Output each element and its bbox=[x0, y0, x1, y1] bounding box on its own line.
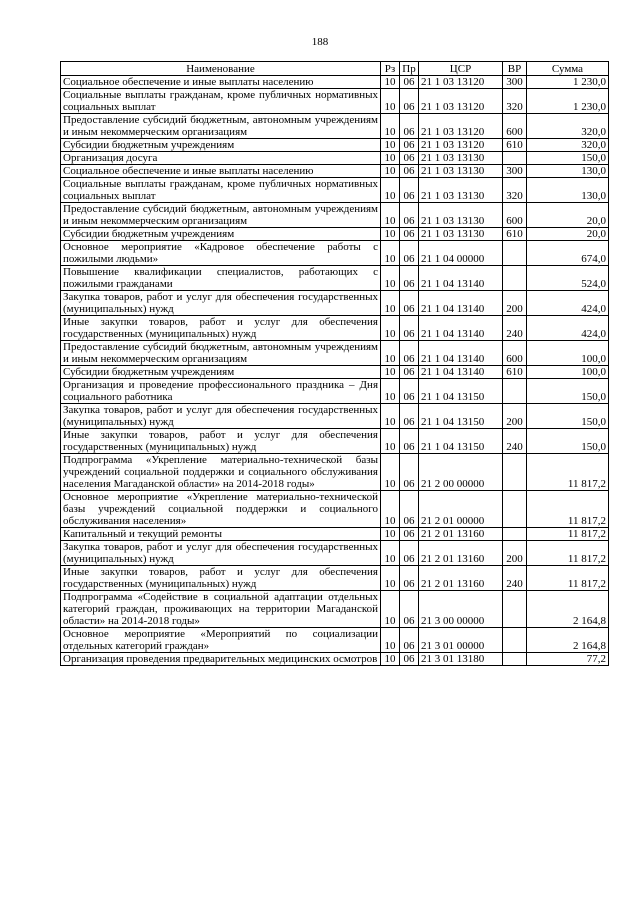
row-vr-cell: 300 bbox=[503, 165, 527, 178]
budget-table bbox=[60, 61, 609, 666]
row-csr-cell: 21 3 01 00000 bbox=[419, 628, 503, 653]
row-rz-cell: 10 bbox=[381, 429, 400, 454]
row-sum-cell: 1 230,0 bbox=[527, 76, 609, 89]
table-row bbox=[61, 89, 609, 114]
row-name-cell: Основное мероприятие «Кадровое обеспечение работы с пожилыми людьми» bbox=[61, 241, 381, 266]
table-row bbox=[61, 291, 609, 316]
row-name-cell: Иные закупки товаров, работ и услуг для обеспечения государственных (муниципальных) нужд bbox=[61, 316, 381, 341]
row-sum-cell: 100,0 bbox=[527, 366, 609, 379]
table-row bbox=[61, 591, 609, 628]
row-name-cell: Субсидии бюджетным учреждениям bbox=[61, 228, 381, 241]
row-name-cell: Организация и проведение профессионального праздника – Дня социального работника bbox=[61, 379, 381, 404]
row-sum-cell: 320,0 bbox=[527, 114, 609, 139]
row-vr-cell: 610 bbox=[503, 139, 527, 152]
column-header-rz: Рз bbox=[381, 62, 400, 76]
row-csr-cell: 21 1 03 13120 bbox=[419, 89, 503, 114]
row-pr-cell: 06 bbox=[400, 404, 419, 429]
row-sum-cell: 11 817,2 bbox=[527, 528, 609, 541]
table-row bbox=[61, 404, 609, 429]
row-pr-cell: 06 bbox=[400, 341, 419, 366]
row-rz-cell: 10 bbox=[381, 89, 400, 114]
row-rz-cell: 10 bbox=[381, 566, 400, 591]
table-row bbox=[61, 203, 609, 228]
column-header-csr: ЦСР bbox=[419, 62, 503, 76]
row-sum-cell: 524,0 bbox=[527, 266, 609, 291]
row-vr-cell: 240 bbox=[503, 316, 527, 341]
row-pr-cell: 06 bbox=[400, 653, 419, 666]
row-name-cell: Подпрограмма «Укрепление материально-технической базы учреждений социальной поддержки и социального обслуживания населения Магаданской области» на 2014-2018 годы» bbox=[61, 454, 381, 491]
row-name-cell: Предоставление субсидий бюджетным, автономным учреждениям и иным некоммерческим организациям bbox=[61, 341, 381, 366]
row-pr-cell: 06 bbox=[400, 429, 419, 454]
row-rz-cell: 10 bbox=[381, 203, 400, 228]
row-csr-cell: 21 1 03 13120 bbox=[419, 114, 503, 139]
row-csr-cell: 21 1 03 13130 bbox=[419, 152, 503, 165]
row-rz-cell: 10 bbox=[381, 316, 400, 341]
table-row bbox=[61, 152, 609, 165]
row-rz-cell: 10 bbox=[381, 139, 400, 152]
row-pr-cell: 06 bbox=[400, 139, 419, 152]
row-rz-cell: 10 bbox=[381, 76, 400, 89]
row-sum-cell: 20,0 bbox=[527, 203, 609, 228]
row-vr-cell bbox=[503, 152, 527, 165]
row-name-cell: Социальные выплаты гражданам, кроме публичных нормативных социальных выплат bbox=[61, 178, 381, 203]
row-vr-cell bbox=[503, 653, 527, 666]
row-vr-cell bbox=[503, 266, 527, 291]
column-header-sum: Сумма bbox=[527, 62, 609, 76]
row-name-cell: Социальное обеспечение и иные выплаты населению bbox=[61, 76, 381, 89]
table-row bbox=[61, 366, 609, 379]
row-sum-cell: 150,0 bbox=[527, 152, 609, 165]
row-vr-cell bbox=[503, 491, 527, 528]
row-name-cell: Социальное обеспечение и иные выплаты населению bbox=[61, 165, 381, 178]
row-csr-cell: 21 1 04 13150 bbox=[419, 404, 503, 429]
row-csr-cell: 21 1 03 13120 bbox=[419, 76, 503, 89]
row-rz-cell: 10 bbox=[381, 366, 400, 379]
row-pr-cell: 06 bbox=[400, 541, 419, 566]
row-rz-cell: 10 bbox=[381, 653, 400, 666]
row-csr-cell: 21 3 00 00000 bbox=[419, 591, 503, 628]
row-name-cell: Предоставление субсидий бюджетным, автономным учреждениям и иным некоммерческим организациям bbox=[61, 114, 381, 139]
row-csr-cell: 21 1 04 00000 bbox=[419, 241, 503, 266]
row-csr-cell: 21 2 01 13160 bbox=[419, 566, 503, 591]
table-row bbox=[61, 266, 609, 291]
row-vr-cell bbox=[503, 591, 527, 628]
row-name-cell: Иные закупки товаров, работ и услуг для обеспечения государственных (муниципальных) нужд bbox=[61, 566, 381, 591]
row-pr-cell: 06 bbox=[400, 316, 419, 341]
row-name-cell: Основное мероприятие «Мероприятий по социализации отдельных категорий граждан» bbox=[61, 628, 381, 653]
table-row bbox=[61, 114, 609, 139]
row-name-cell: Закупка товаров, работ и услуг для обеспечения государственных (муниципальных) нужд bbox=[61, 541, 381, 566]
row-pr-cell: 06 bbox=[400, 178, 419, 203]
row-sum-cell: 100,0 bbox=[527, 341, 609, 366]
row-name-cell: Организация проведения предварительных медицинских осмотров bbox=[61, 653, 381, 666]
column-header-name: Наименование bbox=[61, 62, 381, 76]
row-sum-cell: 150,0 bbox=[527, 429, 609, 454]
row-pr-cell: 06 bbox=[400, 528, 419, 541]
column-header-vr: ВР bbox=[503, 62, 527, 76]
column-header-pr: Пр bbox=[400, 62, 419, 76]
row-rz-cell: 10 bbox=[381, 228, 400, 241]
table-row bbox=[61, 379, 609, 404]
row-rz-cell: 10 bbox=[381, 491, 400, 528]
row-name-cell: Повышение квалификации специалистов, работающих с пожилыми гражданами bbox=[61, 266, 381, 291]
row-csr-cell: 21 2 01 00000 bbox=[419, 491, 503, 528]
row-pr-cell: 06 bbox=[400, 454, 419, 491]
row-rz-cell: 10 bbox=[381, 152, 400, 165]
row-pr-cell: 06 bbox=[400, 76, 419, 89]
row-csr-cell: 21 3 01 13180 bbox=[419, 653, 503, 666]
row-pr-cell: 06 bbox=[400, 291, 419, 316]
row-csr-cell: 21 1 04 13140 bbox=[419, 316, 503, 341]
row-sum-cell: 424,0 bbox=[527, 316, 609, 341]
row-vr-cell: 200 bbox=[503, 541, 527, 566]
row-rz-cell: 10 bbox=[381, 541, 400, 566]
row-csr-cell: 21 2 00 00000 bbox=[419, 454, 503, 491]
table-row bbox=[61, 178, 609, 203]
page-number: 188 bbox=[311, 36, 329, 48]
row-pr-cell: 06 bbox=[400, 591, 419, 628]
table-row bbox=[61, 316, 609, 341]
row-sum-cell: 11 817,2 bbox=[527, 541, 609, 566]
row-vr-cell bbox=[503, 454, 527, 491]
table-row bbox=[61, 429, 609, 454]
row-rz-cell: 10 bbox=[381, 379, 400, 404]
row-csr-cell: 21 1 03 13120 bbox=[419, 139, 503, 152]
row-sum-cell: 2 164,8 bbox=[527, 628, 609, 653]
row-rz-cell: 10 bbox=[381, 591, 400, 628]
row-rz-cell: 10 bbox=[381, 114, 400, 139]
row-sum-cell: 424,0 bbox=[527, 291, 609, 316]
row-sum-cell: 2 164,8 bbox=[527, 591, 609, 628]
row-vr-cell bbox=[503, 528, 527, 541]
row-rz-cell: 10 bbox=[381, 628, 400, 653]
row-name-cell: Предоставление субсидий бюджетным, автономным учреждениям и иным некоммерческим организациям bbox=[61, 203, 381, 228]
row-rz-cell: 10 bbox=[381, 165, 400, 178]
row-sum-cell: 320,0 bbox=[527, 139, 609, 152]
table-row bbox=[61, 228, 609, 241]
row-sum-cell: 150,0 bbox=[527, 404, 609, 429]
row-pr-cell: 06 bbox=[400, 203, 419, 228]
row-rz-cell: 10 bbox=[381, 528, 400, 541]
row-sum-cell: 1 230,0 bbox=[527, 89, 609, 114]
row-pr-cell: 06 bbox=[400, 566, 419, 591]
row-vr-cell: 600 bbox=[503, 114, 527, 139]
row-pr-cell: 06 bbox=[400, 228, 419, 241]
row-vr-cell bbox=[503, 241, 527, 266]
row-name-cell: Организация досуга bbox=[61, 152, 381, 165]
row-pr-cell: 06 bbox=[400, 152, 419, 165]
row-vr-cell: 300 bbox=[503, 76, 527, 89]
row-name-cell: Закупка товаров, работ и услуг для обеспечения государственных (муниципальных) нужд bbox=[61, 404, 381, 429]
row-pr-cell: 06 bbox=[400, 241, 419, 266]
row-pr-cell: 06 bbox=[400, 89, 419, 114]
row-vr-cell: 320 bbox=[503, 178, 527, 203]
row-rz-cell: 10 bbox=[381, 454, 400, 491]
table-row bbox=[61, 528, 609, 541]
row-vr-cell: 200 bbox=[503, 291, 527, 316]
row-name-cell: Иные закупки товаров, работ и услуг для обеспечения государственных (муниципальных) нужд bbox=[61, 429, 381, 454]
row-name-cell: Основное мероприятие «Укрепление материально-технической базы учреждений социальной поддержки и социального обслуживания населения» bbox=[61, 491, 381, 528]
row-rz-cell: 10 bbox=[381, 178, 400, 203]
row-vr-cell: 610 bbox=[503, 228, 527, 241]
row-vr-cell: 200 bbox=[503, 404, 527, 429]
row-csr-cell: 21 1 04 13140 bbox=[419, 341, 503, 366]
table-row bbox=[61, 341, 609, 366]
table-row bbox=[61, 628, 609, 653]
table-row bbox=[61, 653, 609, 666]
row-vr-cell: 610 bbox=[503, 366, 527, 379]
row-vr-cell: 240 bbox=[503, 566, 527, 591]
row-pr-cell: 06 bbox=[400, 266, 419, 291]
row-name-cell: Субсидии бюджетным учреждениям bbox=[61, 139, 381, 152]
row-name-cell: Капитальный и текущий ремонты bbox=[61, 528, 381, 541]
row-name-cell: Субсидии бюджетным учреждениям bbox=[61, 366, 381, 379]
table-row bbox=[61, 165, 609, 178]
row-csr-cell: 21 1 04 13140 bbox=[419, 266, 503, 291]
row-csr-cell: 21 1 04 13140 bbox=[419, 291, 503, 316]
row-vr-cell: 600 bbox=[503, 341, 527, 366]
row-csr-cell: 21 1 04 13150 bbox=[419, 379, 503, 404]
row-pr-cell: 06 bbox=[400, 491, 419, 528]
table-row bbox=[61, 566, 609, 591]
row-pr-cell: 06 bbox=[400, 114, 419, 139]
row-pr-cell: 06 bbox=[400, 366, 419, 379]
row-sum-cell: 11 817,2 bbox=[527, 566, 609, 591]
row-sum-cell: 150,0 bbox=[527, 379, 609, 404]
row-vr-cell: 240 bbox=[503, 429, 527, 454]
table-row bbox=[61, 541, 609, 566]
table-row bbox=[61, 139, 609, 152]
table-body bbox=[61, 76, 609, 666]
row-csr-cell: 21 2 01 13160 bbox=[419, 528, 503, 541]
row-csr-cell: 21 1 03 13130 bbox=[419, 165, 503, 178]
table-row bbox=[61, 76, 609, 89]
row-vr-cell: 320 bbox=[503, 89, 527, 114]
row-sum-cell: 20,0 bbox=[527, 228, 609, 241]
row-vr-cell: 600 bbox=[503, 203, 527, 228]
table-row bbox=[61, 491, 609, 528]
row-sum-cell: 674,0 bbox=[527, 241, 609, 266]
row-name-cell: Подпрограмма «Содействие в социальной адаптации отдельных категорий граждан, проживающих на территории Магаданской области» на 2014-2018 годы» bbox=[61, 591, 381, 628]
row-sum-cell: 77,2 bbox=[527, 653, 609, 666]
row-csr-cell: 21 1 03 13130 bbox=[419, 228, 503, 241]
row-sum-cell: 130,0 bbox=[527, 178, 609, 203]
row-csr-cell: 21 1 03 13130 bbox=[419, 178, 503, 203]
row-csr-cell: 21 1 04 13150 bbox=[419, 429, 503, 454]
row-pr-cell: 06 bbox=[400, 379, 419, 404]
row-csr-cell: 21 1 04 13140 bbox=[419, 366, 503, 379]
row-sum-cell: 11 817,2 bbox=[527, 491, 609, 528]
row-csr-cell: 21 2 01 13160 bbox=[419, 541, 503, 566]
row-rz-cell: 10 bbox=[381, 291, 400, 316]
row-vr-cell bbox=[503, 379, 527, 404]
row-rz-cell: 10 bbox=[381, 241, 400, 266]
table-header-row bbox=[61, 62, 609, 76]
row-pr-cell: 06 bbox=[400, 165, 419, 178]
row-name-cell: Социальные выплаты гражданам, кроме публичных нормативных социальных выплат bbox=[61, 89, 381, 114]
table-row bbox=[61, 454, 609, 491]
row-sum-cell: 11 817,2 bbox=[527, 454, 609, 491]
row-name-cell: Закупка товаров, работ и услуг для обеспечения государственных (муниципальных) нужд bbox=[61, 291, 381, 316]
row-pr-cell: 06 bbox=[400, 628, 419, 653]
table-row bbox=[61, 241, 609, 266]
row-csr-cell: 21 1 03 13130 bbox=[419, 203, 503, 228]
row-rz-cell: 10 bbox=[381, 404, 400, 429]
row-vr-cell bbox=[503, 628, 527, 653]
row-rz-cell: 10 bbox=[381, 266, 400, 291]
row-rz-cell: 10 bbox=[381, 341, 400, 366]
row-sum-cell: 130,0 bbox=[527, 165, 609, 178]
